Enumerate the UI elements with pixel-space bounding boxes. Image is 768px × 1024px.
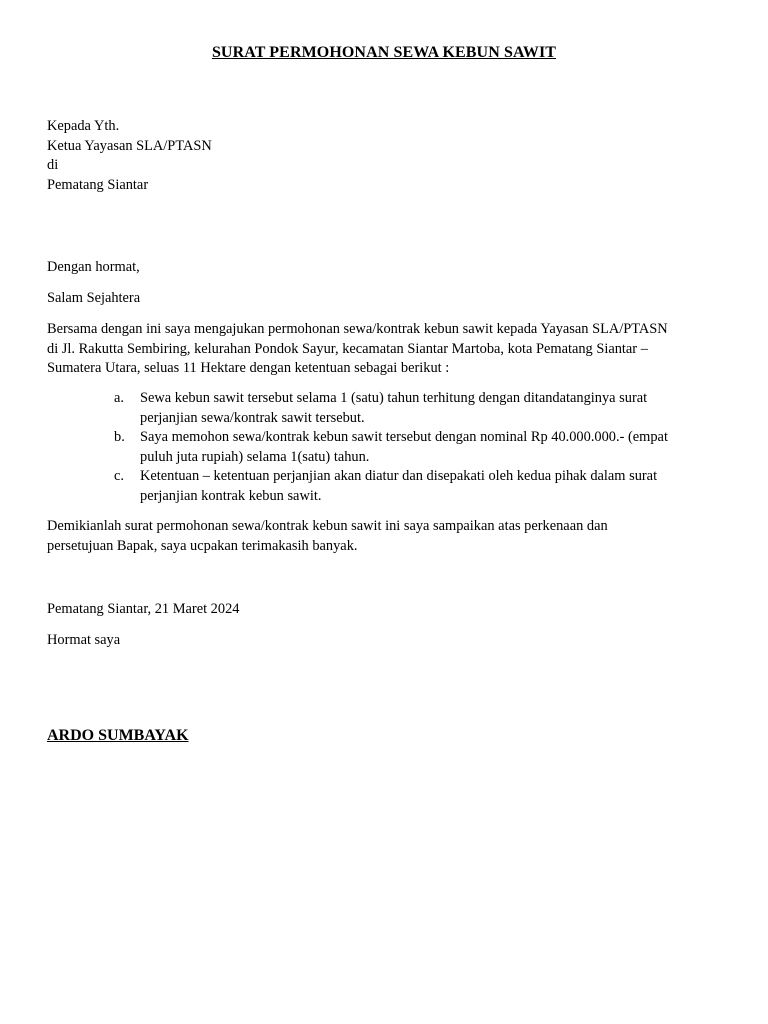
terms-list	[114, 389, 714, 506]
paragraph-line: persetujuan Bapak, saya ucpakan terimakasih banyak.	[47, 537, 358, 554]
intro-paragraph	[47, 320, 727, 379]
closing-paragraph	[47, 517, 727, 556]
address-line: di	[47, 157, 59, 173]
address-line: Kepada Yth.	[47, 118, 120, 134]
recipient-address	[47, 117, 212, 195]
signer-name: ARDO SUMBAYAK	[47, 727, 189, 744]
list-item-line: Ketentuan – ketentuan perjanjian akan diatur dan disepakati oleh kedua pihak dalam surat	[140, 468, 658, 484]
regards: Hormat saya	[47, 632, 121, 648]
list-item-line: Sewa kebun sawit tersebut selama 1 (satu) tahun terhitung dengan ditandatanginya surat	[140, 390, 648, 406]
address-line: Pematang Siantar	[47, 176, 149, 193]
list-marker: c.	[114, 468, 124, 484]
list-item	[114, 389, 714, 428]
list-marker: b.	[114, 429, 125, 445]
list-item	[114, 467, 714, 506]
paragraph-line: Sumatera Utara, seluas 11 Hektare dengan ketentuan sebagai berikut :	[47, 360, 450, 376]
list-item-line: perjanjian sewa/kontrak sawit tersebut.	[140, 409, 365, 426]
list-item-line: perjanjian kontrak kebun sawit.	[140, 487, 322, 504]
salutation: Salam Sejahtera	[47, 290, 141, 306]
paragraph-line: Bersama dengan ini saya mengajukan permohonan sewa/kontrak kebun sawit kepada Yayasan SLA/PTASN	[47, 321, 668, 337]
address-line: Ketua Yayasan SLA/PTASN	[47, 137, 212, 154]
greeting: Dengan hormat,	[47, 259, 140, 275]
paragraph-line: Demikianlah surat permohonan sewa/kontrak kebun sawit ini saya sampaikan atas perkenaan dan	[47, 518, 608, 534]
place-date: Pematang Siantar, 21 Maret 2024	[47, 601, 240, 617]
list-item-line: puluh juta rupiah) selama 1(satu) tahun.	[140, 448, 370, 465]
list-item-line: Saya memohon sewa/kontrak kebun sawit tersebut dengan nominal Rp 40.000.000.- (empat	[140, 429, 668, 445]
list-marker: a.	[114, 390, 124, 406]
paragraph-line: di Jl. Rakutta Sembiring, kelurahan Pondok Sayur, kecamatan Siantar Martoba, kota Pematang Siantar –	[47, 340, 648, 357]
letter-title: SURAT PERMOHONAN SEWA KEBUN SAWIT	[211, 44, 557, 61]
list-item	[114, 428, 714, 467]
